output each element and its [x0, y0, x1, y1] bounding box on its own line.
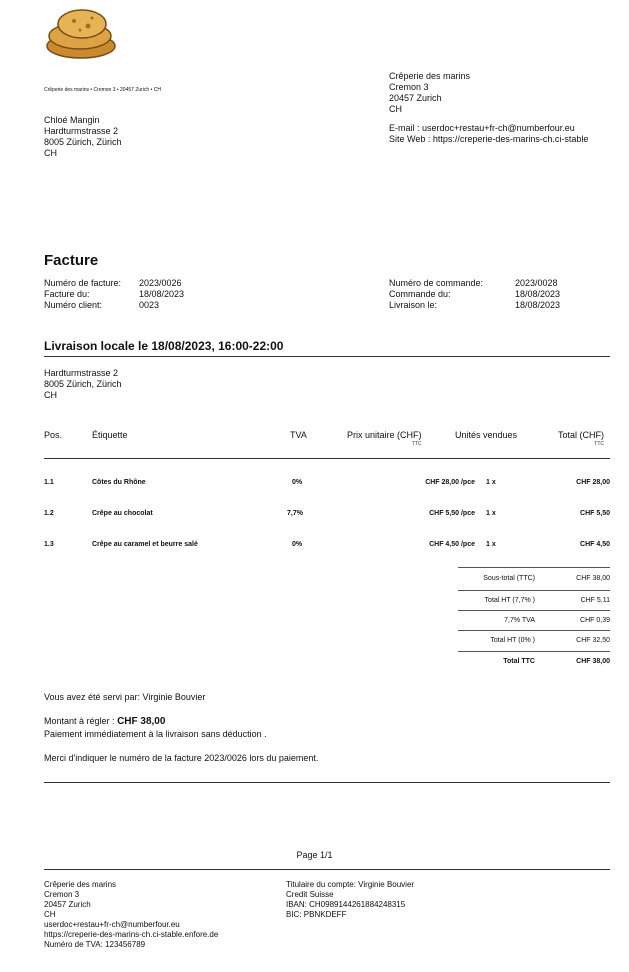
- footer-iban: IBAN: CH0989144261884248315: [286, 900, 406, 909]
- totals-divider: [458, 590, 610, 591]
- payment-reference: Merci d'indiquer le numéro de la facture 2023/0026 lors du paiement.: [44, 753, 319, 763]
- row-price: CHF 5,50 /pce: [429, 510, 475, 517]
- totals-row: [458, 575, 610, 587]
- row-qty: 1 x: [486, 479, 496, 486]
- order-number-label: Numéro de commande:: [389, 278, 484, 288]
- totals-value: CHF 5,11: [580, 597, 610, 604]
- invoice-number: 2023/0026: [139, 278, 182, 288]
- payment-terms: Paiement immédiatement à la livraison sans déduction .: [44, 729, 267, 739]
- totals-label: Total HT (7,7% ): [484, 597, 535, 604]
- footer-email[interactable]: userdoc+restau+fr-ch@numberfour.eu: [44, 920, 180, 929]
- client-number-label: Numéro client:: [44, 300, 103, 310]
- total-header: Total (CHF): [558, 430, 605, 440]
- footer-account-holder: Titulaire du compte: Virginie Bouvier: [286, 880, 415, 889]
- order-date-label: Commande du:: [389, 289, 451, 299]
- unit-price-header: Prix unitaire (CHF): [347, 430, 422, 440]
- total-sub: TTC: [594, 441, 605, 447]
- table-header-divider: [44, 458, 610, 459]
- invoice-number-label: Numéro de facture:: [44, 278, 122, 288]
- delivery-date-label: Livraison le:: [389, 300, 438, 310]
- row-total: CHF 28,00: [576, 479, 610, 486]
- footer-company-name: Crêperie des marins: [44, 880, 117, 889]
- totals-value: CHF 0,39: [580, 617, 610, 624]
- col-header-tva: TVA: [290, 430, 307, 440]
- totals-row: [458, 597, 610, 609]
- invoice-date-label: Facture du:: [44, 289, 90, 299]
- amount-value: CHF 38,00: [117, 716, 166, 727]
- served-by: Vous avez été servi par: Virginie Bouvier: [44, 692, 206, 702]
- table-row: [44, 541, 610, 553]
- notes-divider: [44, 782, 610, 783]
- delivery-city: 8005 Zürich, Zürich: [44, 379, 122, 389]
- delivery-country: CH: [44, 390, 57, 400]
- company-name: Crêperie des marins: [389, 71, 471, 81]
- totals-divider: [458, 567, 610, 568]
- table-row: [44, 479, 610, 491]
- row-qty: 1 x: [486, 541, 496, 548]
- col-header-unit-price: [347, 430, 422, 448]
- totals-value: CHF 38,00: [576, 575, 610, 582]
- company-email[interactable]: E-mail : userdoc+restau+fr-ch@numberfour.eu: [389, 123, 575, 133]
- page-number: Page 1/1: [296, 850, 333, 860]
- footer-company: [44, 880, 218, 950]
- row-qty: 1 x: [486, 510, 496, 517]
- totals-row: [458, 617, 610, 629]
- client-number: 0023: [139, 300, 160, 310]
- totals-label: Total HT (0% ): [490, 637, 535, 644]
- company-country: CH: [389, 104, 402, 114]
- row-pos: 1.1: [44, 479, 54, 486]
- invoice-meta-right: [389, 278, 560, 311]
- company-city: 20457 Zurich: [389, 93, 442, 103]
- footer-website[interactable]: https://creperie-des-marins-ch.ci-stable.enfore.de: [44, 930, 219, 939]
- totals-value: CHF 32,50: [576, 637, 610, 644]
- col-header-label: Étiquette: [92, 430, 128, 440]
- row-total: CHF 4,50: [580, 541, 610, 548]
- totals-row: [458, 637, 610, 649]
- footer-divider: [44, 869, 610, 870]
- totals-label: Sous-total (TTC): [483, 575, 535, 582]
- row-label: Crêpe au chocolat: [92, 510, 153, 517]
- row-label: Crêpe au caramel et beurre salé: [92, 541, 198, 548]
- row-total: CHF 5,50: [580, 510, 610, 517]
- delivery-street: Hardturmstrasse 2: [44, 368, 119, 378]
- totals-divider: [458, 651, 610, 652]
- row-label: Côtes du Rhône: [92, 479, 146, 486]
- footer-company-city: 20457 Zurich: [44, 900, 91, 909]
- totals-label: 7,7% TVA: [504, 617, 535, 624]
- grand-total-row: [458, 658, 610, 670]
- footer-bank: [286, 880, 414, 920]
- row-tva: 7,7%: [287, 510, 303, 517]
- delivery-title: Livraison locale le 18/08/2023, 16:00-22:00: [44, 339, 284, 353]
- company-address: [389, 71, 629, 145]
- recipient-address: [44, 115, 122, 159]
- col-header-total: [558, 430, 604, 448]
- recipient-city: 8005 Zürich, Zürich: [44, 137, 122, 147]
- grand-total-value: CHF 38,00: [576, 658, 610, 665]
- amount-due: [44, 716, 165, 727]
- unit-price-sub: TTC: [411, 441, 422, 447]
- sender-line: Crêperie des marins • Cremon 3 • 20457 Zurich • CH: [44, 87, 161, 93]
- company-street: Cremon 3: [389, 82, 429, 92]
- row-tva: 0%: [292, 541, 303, 548]
- footer-company-country: CH: [44, 910, 56, 919]
- footer-vat-number: Numéro de TVA: 123456789: [44, 940, 146, 949]
- company-website[interactable]: Site Web : https://creperie-des-marins-ch.ci-stable: [389, 134, 589, 144]
- table-row: [44, 510, 610, 522]
- row-pos: 1.2: [44, 510, 54, 517]
- delivery-divider: [44, 356, 610, 357]
- recipient-country: CH: [44, 148, 57, 158]
- totals-divider: [458, 630, 610, 631]
- totals-divider: [458, 610, 610, 611]
- footer-bic: BIC: PBNKDEFF: [286, 910, 347, 919]
- footer-bank-name: Credit Suisse: [286, 890, 334, 899]
- footer-company-street: Cremon 3: [44, 890, 80, 899]
- invoice-title: Facture: [44, 252, 99, 269]
- recipient-name: Chloé Mangin: [44, 115, 100, 125]
- invoice-date: 18/08/2023: [139, 289, 185, 299]
- order-date: 18/08/2023: [515, 289, 561, 299]
- recipient-street: Hardturmstrasse 2: [44, 126, 119, 136]
- row-pos: 1.3: [44, 541, 54, 548]
- order-number: 2023/0028: [515, 278, 558, 288]
- delivery-date: 18/08/2023: [515, 300, 561, 310]
- crepe-logo-icon: [44, 4, 118, 60]
- col-header-pos: Pos.: [44, 430, 63, 440]
- grand-total-label: Total TTC: [503, 658, 535, 665]
- amount-label: Montant à régler :: [44, 716, 115, 726]
- delivery-address: [44, 368, 122, 401]
- row-price: CHF 28,00 /pce: [425, 479, 475, 486]
- row-price: CHF 4,50 /pce: [429, 541, 475, 548]
- col-header-units: Unités vendues: [455, 430, 518, 440]
- row-tva: 0%: [292, 479, 303, 486]
- invoice-meta-left: [44, 278, 184, 311]
